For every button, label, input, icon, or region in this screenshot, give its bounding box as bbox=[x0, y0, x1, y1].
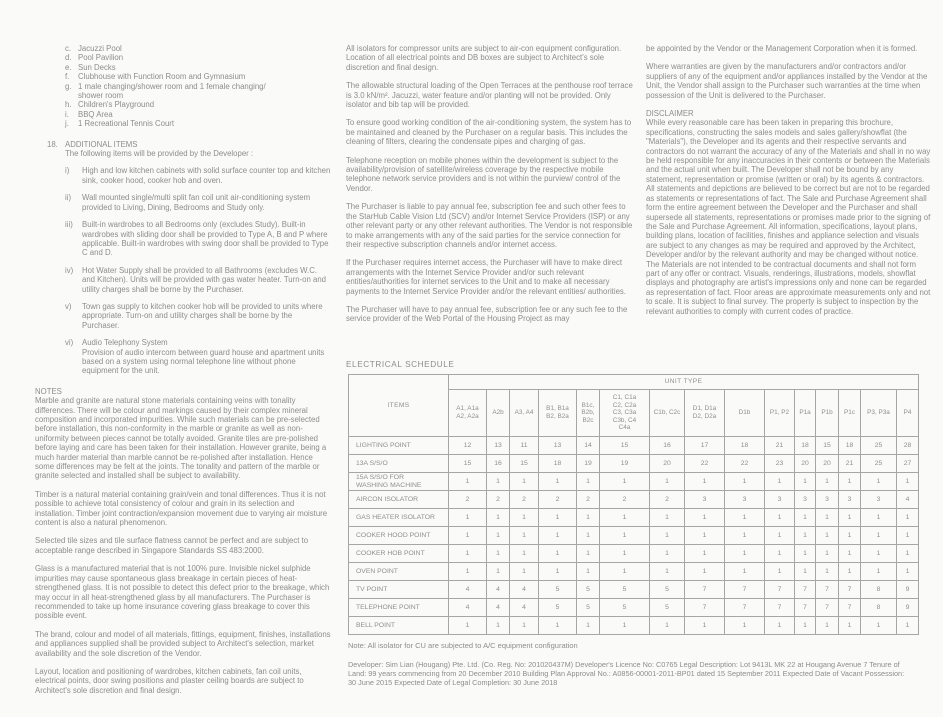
schedule-unit-type-header: UNIT TYPE bbox=[449, 375, 919, 390]
list-item-text: 1 Recreational Tennis Court bbox=[78, 119, 175, 129]
schedule-unit-column-header: D1, D1a D2, D2a bbox=[685, 390, 725, 437]
schedule-cell: 9 bbox=[897, 581, 919, 599]
list-item-marker: ii) bbox=[65, 193, 72, 203]
schedule-cell: 23 bbox=[765, 455, 795, 473]
schedule-cell: 15 bbox=[510, 455, 539, 473]
paragraph: If the Purchaser requires internet access, the Purchaser will have to make direct arrangements with the Internet Service Provider and/or such relevant entities/authorities for internet services to the Unit and to make all necessary payments to the Internet Service Provider and/or the relevant entities/ authorities. bbox=[346, 258, 626, 296]
section-body bbox=[65, 149, 331, 376]
column-left bbox=[35, 44, 331, 704]
schedule-cell: 4 bbox=[487, 581, 510, 599]
schedule-cell: 8 bbox=[861, 581, 897, 599]
schedule-cell: 1 bbox=[600, 473, 650, 491]
schedule-cell: 3 bbox=[839, 491, 861, 509]
schedule-cell: 17 bbox=[685, 437, 725, 455]
schedule-cell: 21 bbox=[765, 437, 795, 455]
disclaimer-title: DISCLAIMER bbox=[646, 109, 694, 119]
section-heading bbox=[35, 140, 331, 149]
paragraph: Marble and granite are natural stone materials containing veins with tonality differences. There will be colour and markings caused by their complex mineral composition and incorporated impurities. While such materials can be pre-selected before installation, this non-conformity in the marble or granite as well as non-uniformity between pieces cannot be totally avoided. Granite tiles are pre-polished before laying and care has been taken for their installation. However granite, being a much harder material than marble cannot be re-polished after installation. Hence some differences may be felt at the joints. The tonality and pattern of the marble or granite selected and installed shall be subject to availability. bbox=[35, 396, 327, 481]
list-item-text: Pool Pavilion bbox=[78, 53, 124, 63]
schedule-cell: 7 bbox=[795, 599, 816, 617]
schedule-unit-column-header: B1, B1a B2, B2a bbox=[539, 390, 577, 437]
schedule-unit-column-header: A2b bbox=[487, 390, 510, 437]
schedule-cell: 1 bbox=[510, 473, 539, 491]
schedule-cell: 1 bbox=[839, 509, 861, 527]
schedule-cell: 7 bbox=[685, 599, 725, 617]
schedule-cell: 18 bbox=[839, 437, 861, 455]
schedule-item-label: GAS HEATER ISOLATOR bbox=[349, 509, 449, 527]
schedule-cell: 3 bbox=[861, 491, 897, 509]
list-item bbox=[65, 302, 331, 330]
schedule-cell: 1 bbox=[539, 563, 577, 581]
schedule-cell: 1 bbox=[600, 509, 650, 527]
list-item bbox=[65, 63, 331, 72]
schedule-cell: 12 bbox=[449, 437, 487, 455]
schedule-cell: 5 bbox=[577, 599, 600, 617]
middle-paragraphs bbox=[346, 44, 634, 324]
schedule-item-label: AIRCON ISOLATOR bbox=[349, 491, 449, 509]
schedule-cell: 1 bbox=[897, 509, 919, 527]
schedule-cell: 27 bbox=[897, 455, 919, 473]
schedule-unit-column-header: A3, A4 bbox=[510, 390, 539, 437]
schedule-cell: 2 bbox=[539, 491, 577, 509]
schedule-cell: 1 bbox=[539, 509, 577, 527]
schedule-cell: 1 bbox=[685, 617, 725, 635]
list-item-marker: j. bbox=[65, 119, 69, 129]
schedule-cell: 1 bbox=[725, 563, 765, 581]
schedule-unit-column-header: P3, P3a bbox=[861, 390, 897, 437]
list-item-text: Jacuzzi Pool bbox=[78, 44, 122, 53]
schedule-cell: 18 bbox=[539, 455, 577, 473]
list-item bbox=[65, 119, 331, 128]
schedule-cell: 1 bbox=[577, 545, 600, 563]
list-item-text: Audio Telephony System Provision of audio intercom between guard house and apartment units based on a system using normal telephone line without phone equipment for the unit. bbox=[82, 338, 325, 376]
schedule-cell: 3 bbox=[765, 491, 795, 509]
list-item-marker: v) bbox=[65, 301, 72, 311]
list-item bbox=[65, 193, 331, 212]
schedule-cell: 1 bbox=[839, 563, 861, 581]
schedule-cell: 1 bbox=[839, 473, 861, 491]
list-item-marker: e. bbox=[65, 62, 72, 72]
schedule-cell: 1 bbox=[600, 563, 650, 581]
notes-title: NOTES bbox=[35, 386, 62, 396]
schedule-cell: 1 bbox=[839, 545, 861, 563]
electrical-schedule-title: ELECTRICAL SCHEDULE bbox=[346, 360, 455, 369]
schedule-item-label: LIGHTING POINT bbox=[349, 437, 449, 455]
schedule-cell: 7 bbox=[839, 599, 861, 617]
paragraph: The Purchaser is liable to pay annual fee, subscription fee and such other fees to the StarHub Cable Vision Ltd (SCV) and/or Internet Service Providers (ISP) or any other relevant party or any other relevant authorities. The Vendor is not responsible to make arrangements with any of the said parties for the service connection for their respective subscription channels and/or internet access. bbox=[346, 202, 633, 249]
schedule-cell: 1 bbox=[510, 563, 539, 581]
paragraph: Layout, location and positioning of wardrobes, kitchen cabinets, fan coil units, electrical points, door swing positions and plaster ceiling boards are subject to Architect's sole discretion and final design. bbox=[35, 666, 304, 695]
schedule-cell: 1 bbox=[816, 509, 839, 527]
schedule-cell: 1 bbox=[765, 617, 795, 635]
schedule-cell: 3 bbox=[816, 491, 839, 509]
schedule-note: Note: All isolator for CU are subjected to A/C equipment configuration bbox=[348, 641, 578, 651]
schedule-cell: 1 bbox=[685, 563, 725, 581]
schedule-item-label: 15A S/S/O FOR WASHING MACHINE bbox=[349, 473, 449, 491]
list-item bbox=[65, 166, 331, 185]
schedule-cell: 1 bbox=[487, 509, 510, 527]
schedule-cell: 1 bbox=[839, 527, 861, 545]
schedule-cell: 1 bbox=[725, 545, 765, 563]
section-intro: The following items will be provided by the Developer : bbox=[65, 149, 254, 159]
schedule-cell: 13 bbox=[487, 437, 510, 455]
paragraph: The allowable structural loading of the Open Terraces at the penthouse roof terrace is 3.0 kN/m². Jacuzzi, water feature and/or planting will not be provided. Only isolator and bib tap will be provided. bbox=[346, 81, 633, 110]
schedule-unit-column-header: C1, C1a C2, C2a C3, C3a C3b, C4 C4a bbox=[600, 390, 650, 437]
schedule-cell: 1 bbox=[600, 527, 650, 545]
schedule-cell: 1 bbox=[725, 473, 765, 491]
schedule-cell: 1 bbox=[650, 563, 685, 581]
schedule-cell: 20 bbox=[816, 455, 839, 473]
schedule-cell: 5 bbox=[600, 599, 650, 617]
schedule-cell: 2 bbox=[650, 491, 685, 509]
schedule-cell: 4 bbox=[487, 599, 510, 617]
amenities-list bbox=[65, 44, 331, 129]
right-paragraphs bbox=[646, 44, 931, 100]
schedule-cell: 1 bbox=[510, 617, 539, 635]
list-item bbox=[65, 220, 331, 258]
schedule-cell: 1 bbox=[577, 473, 600, 491]
schedule-cell: 1 bbox=[795, 527, 816, 545]
list-item-marker: i) bbox=[65, 166, 70, 176]
schedule-unit-column-header: P1, P2 bbox=[765, 390, 795, 437]
paragraph: be appointed by the Vendor or the Management Corporation when it is formed. bbox=[646, 44, 918, 53]
schedule-cell: 3 bbox=[725, 491, 765, 509]
schedule-cell: 1 bbox=[725, 527, 765, 545]
schedule-cell: 3 bbox=[795, 491, 816, 509]
paragraph: The brand, colour and model of all materials, fittings, equipment, finishes, installations and appliances supplied shall be provided subject to Architect's selection, market availability and the sole discretion of the Vendor. bbox=[35, 629, 331, 658]
electrical-schedule-section bbox=[348, 374, 918, 696]
schedule-item-label: COOKER HOB POINT bbox=[349, 545, 449, 563]
list-item bbox=[65, 53, 331, 62]
schedule-cell: 1 bbox=[685, 473, 725, 491]
section-title: ADDITIONAL ITEMS bbox=[65, 139, 138, 149]
schedule-unit-type-row bbox=[349, 375, 919, 390]
schedule-cell: 19 bbox=[577, 455, 600, 473]
schedule-cell: 16 bbox=[650, 437, 685, 455]
schedule-cell: 1 bbox=[577, 563, 600, 581]
list-item bbox=[65, 338, 331, 376]
schedule-cell: 1 bbox=[765, 563, 795, 581]
schedule-unit-column-header: C1b, C2c bbox=[650, 390, 685, 437]
schedule-cell: 7 bbox=[839, 581, 861, 599]
schedule-unit-column-header: B1c, B2b, B2c bbox=[577, 390, 600, 437]
schedule-cell: 1 bbox=[765, 509, 795, 527]
schedule-cell: 1 bbox=[897, 617, 919, 635]
schedule-unit-column-header: P1a bbox=[795, 390, 816, 437]
section-notes bbox=[35, 387, 331, 695]
schedule-cell: 1 bbox=[487, 545, 510, 563]
electrical-schedule-table bbox=[348, 374, 919, 635]
schedule-cell: 1 bbox=[449, 545, 487, 563]
paragraph: Selected tile sizes and tile surface flatness cannot be perfect and are subject to acceptable range described in Singapore Standards SS 483:2000. bbox=[35, 536, 309, 555]
schedule-cell: 1 bbox=[861, 617, 897, 635]
schedule-cell: 1 bbox=[539, 617, 577, 635]
schedule-cell: 15 bbox=[449, 455, 487, 473]
schedule-row bbox=[349, 599, 919, 617]
schedule-cell: 1 bbox=[685, 527, 725, 545]
schedule-cell: 20 bbox=[650, 455, 685, 473]
schedule-cell: 7 bbox=[725, 581, 765, 599]
schedule-cell: 1 bbox=[795, 617, 816, 635]
schedule-cell: 22 bbox=[685, 455, 725, 473]
schedule-item-label: TELEPHONE POINT bbox=[349, 599, 449, 617]
schedule-cell: 7 bbox=[816, 581, 839, 599]
schedule-cell: 1 bbox=[795, 563, 816, 581]
schedule-cell: 1 bbox=[816, 527, 839, 545]
list-item bbox=[65, 72, 331, 81]
schedule-items-header: ITEMS bbox=[349, 375, 449, 437]
schedule-cell: 1 bbox=[861, 545, 897, 563]
schedule-cell: 1 bbox=[816, 545, 839, 563]
schedule-cell: 18 bbox=[725, 437, 765, 455]
schedule-cell: 2 bbox=[510, 491, 539, 509]
paragraph: The Purchaser will have to pay annual fee, subscription fee or any such fee to the service provider of the Web Portal of the Housing Project as may bbox=[346, 304, 628, 324]
schedule-cell: 1 bbox=[765, 527, 795, 545]
schedule-cell: 1 bbox=[650, 545, 685, 563]
schedule-cell: 18 bbox=[795, 437, 816, 455]
paragraph: All isolators for compressor units are subject to air-con equipment configuration. Location of all electrical points and DB boxes are subject to Architect's sole discretion and final design. bbox=[346, 44, 622, 72]
schedule-cell: 7 bbox=[795, 581, 816, 599]
list-item-text: Wall mounted single/multi split fan coil unit air-conditioning system provided to Living, Dining, Bedrooms and Study only. bbox=[82, 193, 311, 212]
schedule-cell: 7 bbox=[685, 581, 725, 599]
schedule-cell: 1 bbox=[795, 473, 816, 491]
schedule-row bbox=[349, 491, 919, 509]
schedule-unit-column-header: P1b bbox=[816, 390, 839, 437]
schedule-cell: 1 bbox=[449, 617, 487, 635]
list-item bbox=[65, 266, 331, 294]
list-item-marker: g. bbox=[65, 81, 72, 91]
developer-legal-text: Developer: Sim Lian (Hougang) Pte. Ltd. (Co. Reg. No: 201020437M) Developer's Licence No: C0765 Legal Description: Lot 9413L MK 22 at Hougang Avenue 7 Tenure of Land: 99 years commencing from 20 December 2010 Building Plan Approval No.: A0856-00001-2011-BP01 dated 15 September 2011 Expected Date of Vacant Possession: 30 June 2015 Expected Date of Legal Completion: 30 June 2018 bbox=[348, 659, 905, 687]
schedule-cell: 1 bbox=[725, 617, 765, 635]
schedule-item-label: 13A S/S/O bbox=[349, 455, 449, 473]
schedule-cell: 9 bbox=[897, 599, 919, 617]
schedule-cell: 5 bbox=[539, 599, 577, 617]
list-item-marker: iii) bbox=[65, 220, 73, 230]
schedule-cell: 1 bbox=[897, 545, 919, 563]
schedule-cell: 1 bbox=[539, 527, 577, 545]
list-item-marker: iv) bbox=[65, 265, 74, 275]
schedule-cell: 1 bbox=[816, 473, 839, 491]
schedule-cell: 1 bbox=[577, 509, 600, 527]
paragraph: Telephone reception on mobile phones within the development is subject to the availability/provision of satellite/wireless coverage by the respective mobile telephone network service providers and is not within the purview/ control of the Vendor. bbox=[346, 155, 621, 193]
schedule-unit-column-header: A1, A1a A2, A2a bbox=[449, 390, 487, 437]
schedule-cell: 2 bbox=[600, 491, 650, 509]
disclaimer-text: While every reasonable care has been taken in preparing this brochure, specifications, constructing the sales models and sales gallery/showflat (the "Materials"), the Developer and its agents and their respective servants and contractors do not warrant the accuracy of any of the Materials and shall in no way be held responsible for any inaccuracies in their contents or between the Materials and the actual unit when built. The Developer shall not be bound by any statement, representation or promise (written or oral) by its agents & contractors. All statements and depictions are believed to be correct but are not to be regarded as statements or representations of fact. The Sale and Purchase Agreement shall form the entire agreement between the Developer and the Purchaser and shall supersede all statements, representations or promises made prior to the signing of the Sale and Purchase Agreement. All information, specifications, layout plans, building plans, location of facilities, finishes and appliance selection and visuals are subject to any changes as may be required and approved by the Architect, Developer and/or by the relevant authority and may be changed without notice. The Materials are not intended to be contractual documents and shall not form part of any offer or contract. Visuals, renderings, illustrations, models, showflat displays and photography are artist's impressions only and none can be regarded as representation of fact. Floor areas are approximate measurements only and not to scale. It is subject to final survey. The property is subject to inspection by the relevant authorities to comply with current codes of practice. bbox=[646, 118, 931, 316]
schedule-cell: 21 bbox=[839, 455, 861, 473]
schedule-cell: 15 bbox=[816, 437, 839, 455]
schedule-row bbox=[349, 545, 919, 563]
list-item bbox=[65, 110, 331, 119]
schedule-cell: 8 bbox=[861, 599, 897, 617]
list-item-text: 1 male changing/shower room and 1 female changing/ shower room bbox=[78, 81, 266, 101]
schedule-cell: 5 bbox=[539, 581, 577, 599]
schedule-row bbox=[349, 563, 919, 581]
schedule-cell: 25 bbox=[861, 437, 897, 455]
schedule-cell: 5 bbox=[650, 581, 685, 599]
schedule-cell: 1 bbox=[765, 545, 795, 563]
schedule-cell: 1 bbox=[650, 473, 685, 491]
list-item-marker: d. bbox=[65, 53, 72, 63]
schedule-cell: 1 bbox=[487, 563, 510, 581]
schedule-cell: 7 bbox=[725, 599, 765, 617]
schedule-cell: 1 bbox=[795, 509, 816, 527]
schedule-cell: 1 bbox=[510, 545, 539, 563]
schedule-cell: 1 bbox=[539, 545, 577, 563]
schedule-cell: 1 bbox=[487, 473, 510, 491]
schedule-cell: 1 bbox=[795, 545, 816, 563]
schedule-unit-column-header: D1b bbox=[725, 390, 765, 437]
additional-items-list bbox=[65, 166, 331, 375]
list-item-text: Sun Decks bbox=[78, 62, 116, 72]
schedule-item-label: OVEN POINT bbox=[349, 563, 449, 581]
list-item bbox=[65, 82, 331, 101]
schedule-cell: 2 bbox=[487, 491, 510, 509]
schedule-cell: 1 bbox=[487, 617, 510, 635]
schedule-cell: 11 bbox=[510, 437, 539, 455]
schedule-cell: 15 bbox=[600, 437, 650, 455]
schedule-cell: 7 bbox=[765, 599, 795, 617]
paragraph: To ensure good working condition of the air-conditioning system, the system has to be maintained and cleaned by the Purchaser on a regular basis. This includes the cleaning of filters, clearing the condensate pipes and charging of gas. bbox=[346, 118, 632, 147]
schedule-cell: 7 bbox=[765, 581, 795, 599]
column-middle bbox=[346, 44, 634, 333]
schedule-cell: 2 bbox=[449, 491, 487, 509]
schedule-cell: 4 bbox=[510, 599, 539, 617]
list-item-marker: h. bbox=[65, 100, 72, 110]
schedule-cell: 1 bbox=[897, 473, 919, 491]
schedule-cell: 1 bbox=[510, 509, 539, 527]
list-item-marker: f. bbox=[65, 72, 70, 82]
list-item-marker: i. bbox=[65, 109, 69, 119]
list-item bbox=[65, 44, 331, 53]
schedule-cell: 1 bbox=[861, 509, 897, 527]
schedule-cell: 1 bbox=[539, 473, 577, 491]
schedule-cell: 1 bbox=[449, 563, 487, 581]
schedule-cell: 25 bbox=[861, 455, 897, 473]
schedule-cell: 2 bbox=[577, 491, 600, 509]
schedule-cell: 20 bbox=[795, 455, 816, 473]
schedule-row bbox=[349, 509, 919, 527]
schedule-cell: 28 bbox=[897, 437, 919, 455]
schedule-cell: 1 bbox=[487, 527, 510, 545]
list-item-text: Clubhouse with Function Room and Gymnasium bbox=[78, 72, 246, 82]
schedule-row bbox=[349, 455, 919, 473]
schedule-cell: 1 bbox=[861, 527, 897, 545]
list-item bbox=[65, 100, 331, 109]
schedule-unit-column-header: P1c bbox=[839, 390, 861, 437]
section-number: 18. bbox=[47, 139, 58, 149]
schedule-cell: 4 bbox=[449, 599, 487, 617]
notes-paragraphs bbox=[35, 396, 331, 695]
schedule-cell: 1 bbox=[685, 545, 725, 563]
schedule-cell: 1 bbox=[449, 473, 487, 491]
schedule-cell: 1 bbox=[725, 509, 765, 527]
list-item-marker: vi) bbox=[65, 338, 74, 348]
schedule-cell: 14 bbox=[577, 437, 600, 455]
list-item-marker: c. bbox=[65, 44, 72, 53]
schedule-cell: 1 bbox=[839, 617, 861, 635]
schedule-cell: 1 bbox=[897, 563, 919, 581]
schedule-cell: 5 bbox=[650, 599, 685, 617]
list-item-text: Built-in wardrobes to all Bedrooms only (excludes Study). Built-in wardrobes with sliding door shall be provided to Type A, B and P where applicable. Built-in wardrobes with swing door shall be provided to Type C and D. bbox=[82, 220, 329, 258]
schedule-cell: 1 bbox=[685, 509, 725, 527]
list-item-text: Hot Water Supply shall be provided to all Bathrooms (excludes W.C. and Kitchen). Units will be provided with gas water heater. Turn-on and utility charges shall be borne by the Purchaser. bbox=[82, 265, 327, 294]
schedule-cell: 1 bbox=[600, 617, 650, 635]
schedule-item-label: BELL POINT bbox=[349, 617, 449, 635]
schedule-row bbox=[349, 473, 919, 491]
schedule-cell: 1 bbox=[650, 617, 685, 635]
list-item-text: Children's Playground bbox=[78, 100, 155, 110]
list-item-text: High and low kitchen cabinets with solid surface counter top and kitchen sink, cooker hood, cooker hob and oven. bbox=[82, 166, 331, 185]
section-additional-items bbox=[35, 140, 331, 376]
schedule-item-label: TV POINT bbox=[349, 581, 449, 599]
schedule-cell: 16 bbox=[487, 455, 510, 473]
schedule-cell: 4 bbox=[449, 581, 487, 599]
list-item-text: Town gas supply to kitchen cooker hob will be provided to units where appropriate. Turn-on and utility charges shall be borne by the Purchaser. bbox=[82, 301, 323, 330]
column-right bbox=[646, 44, 931, 325]
schedule-cell: 4 bbox=[510, 581, 539, 599]
schedule-cell: 13 bbox=[539, 437, 577, 455]
schedule-cell: 1 bbox=[861, 473, 897, 491]
schedule-row bbox=[349, 527, 919, 545]
schedule-cell: 1 bbox=[577, 617, 600, 635]
paragraph: Timber is a natural material containing grain/vein and tonal differences. Thus it is not possible to achieve total consistency of colour and grain in its selection and installation. Timber joint contraction/expansion movement due to varying air moisture content is also a natural phenomenon. bbox=[35, 489, 328, 528]
list-item-text: BBQ Area bbox=[78, 109, 113, 119]
schedule-cell: 1 bbox=[449, 527, 487, 545]
schedule-cell: 19 bbox=[600, 455, 650, 473]
schedule-row bbox=[349, 581, 919, 599]
schedule-cell: 1 bbox=[816, 563, 839, 581]
paragraph: Glass is a manufactured material that is not 100% pure. Invisible nickel sulphide impurities may cause spontaneous glass breakage in certain pieces of heat-strengthened glass. It is not possible to detect this defect prior to the breakage, which may occur in all heat-strengthened glass by all manufacturers. The Purchaser is recommended to take up home insurance covering glass breakage to cover this possible event. bbox=[35, 564, 330, 621]
schedule-cell: 1 bbox=[816, 617, 839, 635]
schedule-cell: 1 bbox=[449, 509, 487, 527]
schedule-cell: 4 bbox=[897, 491, 919, 509]
schedule-cell: 7 bbox=[816, 599, 839, 617]
schedule-row bbox=[349, 617, 919, 635]
schedule-item-label: COOKER HOOD POINT bbox=[349, 527, 449, 545]
schedule-cell: 1 bbox=[600, 545, 650, 563]
schedule-cell: 1 bbox=[650, 509, 685, 527]
schedule-cell: 1 bbox=[765, 473, 795, 491]
schedule-cell: 1 bbox=[897, 527, 919, 545]
schedule-unit-column-header: P4 bbox=[897, 390, 919, 437]
schedule-cell: 1 bbox=[650, 527, 685, 545]
schedule-cell: 5 bbox=[577, 581, 600, 599]
schedule-cell: 5 bbox=[600, 581, 650, 599]
schedule-cell: 1 bbox=[861, 563, 897, 581]
schedule-cell: 22 bbox=[725, 455, 765, 473]
schedule-cell: 1 bbox=[577, 527, 600, 545]
schedule-cell: 1 bbox=[510, 527, 539, 545]
schedule-row bbox=[349, 437, 919, 455]
schedule-cell: 3 bbox=[685, 491, 725, 509]
paragraph: Where warranties are given by the manufacturers and/or contractors and/or suppliers of any of the equipment and/or appliances installed by the Vendor at the Unit, the Vendor shall assign to the Purchaser such warranties at the time when possession of the Unit is delivered to the Purchaser. bbox=[646, 62, 928, 100]
